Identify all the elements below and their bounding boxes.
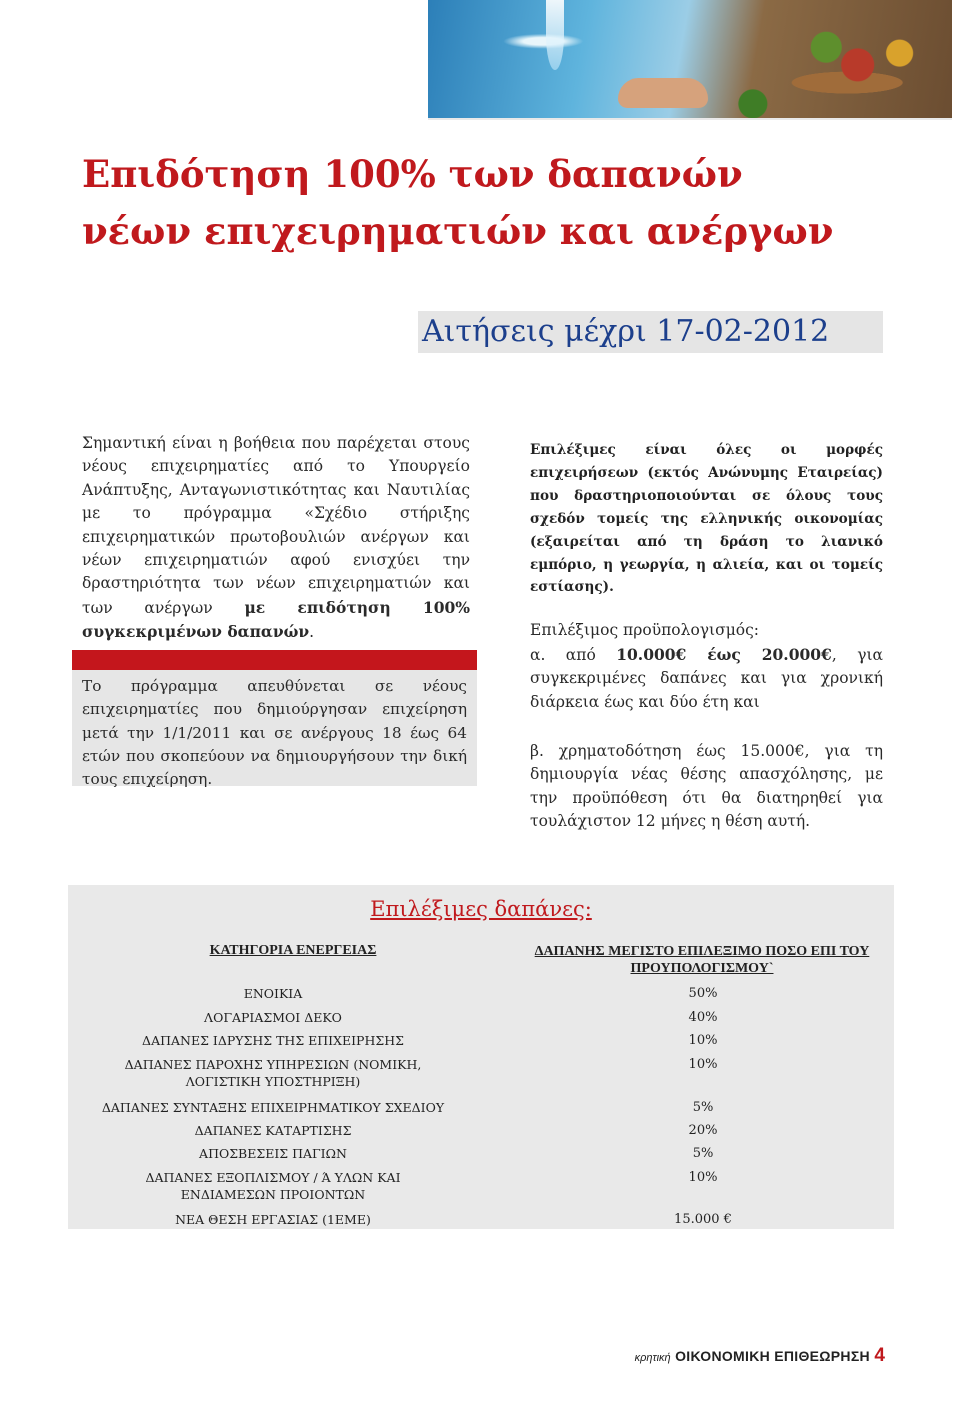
row-category: ΕΝΟΙΚΙΑ [243, 986, 303, 1001]
expenses-heading: Επιλέξιμες δαπάνες: [370, 897, 592, 921]
title-line-1: Επιδότηση 100% των δαπανών [82, 152, 743, 196]
row-category: ΝΕΑ ΘΕΣΗ ΕΡΓΑΣΙΑΣ (1ΕΜΕ) [175, 1212, 371, 1227]
budget-a-prefix: α. από [530, 646, 596, 664]
column-header-category: ΚΑΤΗΓΟΡΙΑ ΕΝΕΡΓΕΙΑΣ [209, 943, 377, 958]
intro-paragraph [82, 432, 470, 645]
deadline-banner: Αιτήσεις μέχρι 17-02-2012 [418, 311, 883, 353]
row-category: ΛΟΓΑΡΙΑΣΜΟΙ ΔΕΚΟ [204, 1010, 342, 1025]
row-max: 40% [688, 1010, 718, 1025]
row-category: ΔΑΠΑΝΕΣ ΠΑΡΟΧΗΣ ΥΠΗΡΕΣΙΩΝ (ΝΟΜΙΚΗ, ΛΟΓΙΣΤΙΚΗ ΥΠΟΣΤΗΡΙΞΗ) [124, 1057, 422, 1089]
footer-brand: κρητική [634, 1352, 671, 1364]
hands-soil-graphic [618, 78, 708, 108]
eligible-expenses-table [68, 885, 894, 1229]
row-category: ΑΠΟΣΒΕΣΕΙΣ ΠΑΓΙΩΝ [199, 1146, 347, 1161]
red-accent-bar [72, 650, 477, 670]
page-footer [620, 1345, 885, 1367]
row-max: 10% [688, 1033, 718, 1048]
row-max: 10% [688, 1057, 718, 1072]
budget-option-b: β. χρηματοδότηση έως 15.000€, για τη δημιουργία νέας θέσης απασχόλησης, με την προϋπόθεση ότι θα διατηρηθεί για τουλάχιστον 12 μήνες η θέση αυτή. [530, 742, 883, 831]
row-max: 5% [692, 1146, 714, 1161]
intro-text: Σημαντική είναι η βοήθεια που παρέχεται στους νέους επιχειρηματίες από το Υπουργείο Ανάπτυξης, Ανταγωνιστικότητας και Ναυτιλίας με το πρόγραμμα «Σχέδιο στήριξης επιχειρηματικών πρωτοβουλιών ανέργων και νέων επιχειρηματιών αφού ενισχύει την δραστηριότητα των νέων επιχειρηματιών και των ανέργων [82, 434, 470, 617]
row-max: 50% [688, 986, 718, 1001]
budget-a-suffix: , για συγκεκριμένες δαπάνες και για χρονική διάρκεια έως και δύο έτη και [530, 646, 883, 711]
column-header-max: ΔΑΠΑΝΗΣ ΜΕΓΙΣΤΟ ΕΠΙΛΕΞΙΜΟ ΠΟΣΟ ΕΠΙ ΤΟΥ ΠΡΟΥΠΟΛΟΓΙΣΜΟΥ` [534, 944, 870, 976]
footer-magazine: ΟΙΚΟΝΟΜΙΚΗ ΕΠΙΘΕΩΡΗΣΗ [675, 1348, 870, 1364]
header-photo-banner [428, 0, 952, 120]
page-number: 4 [874, 1345, 885, 1366]
water-drop-graphic [546, 0, 564, 70]
budget-option-a [530, 643, 883, 714]
title-line-2: νέων επιχειρηματιών και ανέργων [82, 209, 834, 253]
row-category: ΔΑΠΑΝΕΣ ΚΑΤΑΡΤΙΣΗΣ [194, 1123, 352, 1138]
target-audience-text: Το πρόγραμμα απευθύνεται σε νέους επιχειρηματίες που δημιούργησαν επιχείρηση μετά την 1/1/2011 και σε ανέργους 18 έως 64 ετών που σκοπεύουν να δημιουργήσουν την δική τους επιχείρηση. [82, 677, 467, 789]
row-category: ΔΑΠΑΝΕΣ ΙΔΡΥΣΗΣ ΤΗΣ ΕΠΙΧΕΙΡΗΣΗΣ [142, 1033, 404, 1048]
row-category: ΔΑΠΑΝΕΣ ΕΞΟΠΛΙΣΜΟΥ / Ά ΥΛΩΝ ΚΑΙ ΕΝΔΙΑΜΕΣΩΝ ΠΡΟΙΟΝΤΩΝ [145, 1170, 401, 1202]
row-max: 10% [688, 1170, 718, 1185]
target-audience-box [72, 670, 477, 789]
row-max: 20% [688, 1123, 718, 1138]
eligible-businesses-paragraph: Επιλέξιμες είναι όλες οι μορφές επιχειρήσεων (εκτός Ανώνυμης Εταιρείας) που δραστηριοποιούνται σε όλους τους σχεδόν τομείς της ελληνικής οικονομίας (εξαιρείται από τη δράση το λιανικό εμπόριο, η γεωργία, η αλιεία, και οι τομείς εστίασης). [530, 442, 883, 596]
budget-a-range: 10.000€ έως 20.000€ [616, 645, 832, 664]
intro-bold-text: με επιδότηση 100% συγκεκριμένων δαπανών [82, 597, 470, 642]
intro-end: . [309, 623, 315, 642]
row-max: 15.000 € [674, 1212, 732, 1227]
row-category: ΔΑΠΑΝΕΣ ΣΥΝΤΑΞΗΣ ΕΠΙΧΕΙΡΗΜΑΤΙΚΟΥ ΣΧΕΔΙΟΥ [101, 1100, 445, 1115]
article-title [82, 146, 882, 260]
budget-label: Επιλέξιμος προϋπολογισμός: [530, 621, 760, 639]
row-max: 5% [692, 1100, 714, 1115]
